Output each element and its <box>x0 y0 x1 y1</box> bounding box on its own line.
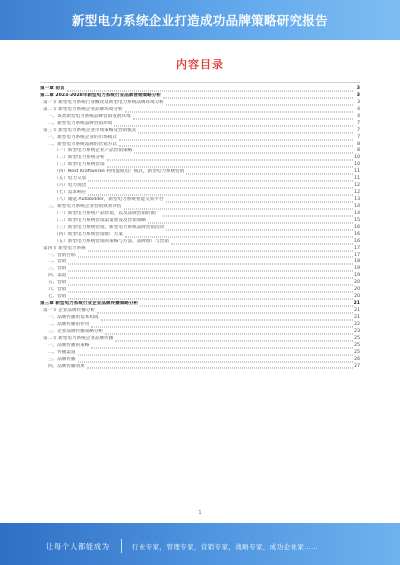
toc-leader-dots <box>68 299 353 300</box>
toc-entry-label: 六、营销 <box>48 287 67 293</box>
toc-leader-dots <box>119 139 353 140</box>
toc-leader-dots <box>107 160 353 161</box>
toc-entry-page: 22 <box>354 321 360 327</box>
toc-entry-label: 第三节 新型电力系统企业市场策略及营销模式 <box>43 127 137 133</box>
toc-entry-page: 13 <box>354 197 360 202</box>
toc-entry-page: 25 <box>354 342 360 348</box>
toc-entry-label: 七、营销 <box>48 294 67 300</box>
toc-entry-page: 7 <box>357 134 360 140</box>
toc-leader-dots <box>119 146 353 147</box>
toc-leader-dots <box>124 208 353 209</box>
toc-leader-dots <box>163 97 353 98</box>
toc-entry[interactable] <box>40 357 360 364</box>
toc-entry[interactable] <box>40 128 360 135</box>
toc-leader-dots <box>78 354 353 355</box>
toc-entry[interactable] <box>40 190 360 197</box>
toc-entry[interactable] <box>40 93 360 100</box>
toc-entry-page: 18 <box>354 259 360 265</box>
toc-entry-page: 25 <box>354 335 360 341</box>
toc-entry[interactable] <box>40 218 360 225</box>
table-of-contents <box>40 86 360 370</box>
toc-entry-label: 第三章 新型电力系统行业企业品牌传播策略分析 <box>40 301 139 307</box>
toc-entry-label: 第一章 前言 <box>40 86 65 91</box>
toc-leader-dots <box>166 201 353 202</box>
toc-entry-page: 15 <box>354 217 360 223</box>
toc-entry-page: 3 <box>356 86 360 91</box>
toc-entry-label: （三）新型电力系统营销 <box>54 162 105 168</box>
toc-leader-dots <box>87 368 353 369</box>
report-title: 新型电力系统企业打造成功品牌策略研究报告 <box>71 13 328 28</box>
toc-entry-label: （八）储能 Autobidder，新型电力系统智能交易平台 <box>54 197 164 202</box>
toc-entry[interactable] <box>40 350 360 357</box>
toc-entry-page: 11 <box>354 176 360 182</box>
toc-leader-dots <box>134 153 353 154</box>
toc-entry-page: 7 <box>357 120 360 126</box>
toc-entry-label: 第二节 新型电力系统企业品牌环境分析 <box>43 106 123 112</box>
toc-entry[interactable] <box>40 155 360 162</box>
toc-entry-page: 12 <box>354 190 360 196</box>
toc-entry[interactable] <box>40 100 360 107</box>
toc-entry-label: 一、新型电力系统企业的市场模式 <box>48 134 117 140</box>
toc-entry[interactable] <box>40 232 360 239</box>
toc-entry-label: 二、品牌传播的作用 <box>48 321 90 327</box>
toc-entry-label: 二、传播渠道 <box>48 349 76 355</box>
toc-entry-page: 4 <box>357 113 360 119</box>
toc-leader-dots <box>68 292 353 293</box>
toc-entry-page: 27 <box>354 363 360 369</box>
toc-leader-dots <box>186 174 353 175</box>
toc-entry-label: （四）新型电力系统营销推广方案 <box>54 231 123 237</box>
toc-leader-dots <box>67 90 353 91</box>
toc-entry-page: 21 <box>354 308 360 313</box>
toc-leader-dots <box>88 250 353 251</box>
toc-entry-page: 14 <box>354 210 360 216</box>
toc-entry-label: 第二章 2023-2028年新型电力系统行业品牌营销策略分析 <box>40 92 161 98</box>
toc-entry-label: 一、品牌传播的策略 <box>48 342 90 348</box>
toc-entry-label: （七）需求响应 <box>54 190 87 196</box>
toc-leader-dots <box>101 319 353 320</box>
toc-entry[interactable] <box>40 225 360 232</box>
toc-entry-page: 3 <box>356 92 360 98</box>
toc-entry-label: 三、新型电力系统企业营销效果评估 <box>48 203 122 209</box>
toc-entry-page: 19 <box>354 266 360 272</box>
toc-entry-page: 26 <box>354 356 360 362</box>
toc-entry[interactable] <box>40 364 360 371</box>
toc-entry-page: 7 <box>357 127 360 133</box>
toc-entry-label: 四、品牌传播效果 <box>48 363 85 369</box>
toc-leader-dots <box>162 215 353 216</box>
toc-entry[interactable] <box>40 114 360 121</box>
toc-entry-label: （二）新型电力系统分析 <box>54 155 105 161</box>
toc-entry[interactable] <box>40 142 360 149</box>
toc-leader-dots <box>68 285 353 286</box>
toc-entry[interactable] <box>40 294 360 301</box>
toc-leader-dots <box>88 188 353 189</box>
footer-slogan: 让每个人都能成为 <box>46 542 110 551</box>
toc-entry[interactable] <box>40 148 360 155</box>
toc-entry-label: 二、新型电力系统品牌营销环境 <box>48 120 113 126</box>
toc-leader-dots <box>148 222 353 223</box>
toc-entry[interactable] <box>40 121 360 128</box>
toc-entry[interactable] <box>40 204 360 211</box>
toc-entry-page: 25 <box>354 349 360 355</box>
toc-entry[interactable] <box>40 343 360 350</box>
toc-leader-dots <box>115 340 353 341</box>
toc-entry-page: 20 <box>354 287 360 293</box>
toc-entry[interactable] <box>40 211 360 218</box>
toc-entry[interactable] <box>40 266 360 273</box>
toc-entry-label: 第一节 企业品牌传播分析 <box>43 308 95 313</box>
toc-entry-label: 一、品牌传播的基本构成 <box>48 314 99 320</box>
toc-entry[interactable] <box>40 86 360 93</box>
footer-banner <box>0 523 400 565</box>
toc-entry-page: 12 <box>354 183 360 189</box>
toc-entry-label: 三、企业品牌传播策略分析 <box>48 328 104 334</box>
toc-leader-dots <box>68 264 353 265</box>
toc-entry-page: 4 <box>357 106 360 112</box>
toc-leader-dots <box>68 278 353 279</box>
toc-leader-dots <box>133 118 353 119</box>
toc-entry[interactable] <box>40 135 360 142</box>
toc-entry-label: 第四节 新型电力系统 <box>43 245 86 251</box>
footer-tagline: 行业专家，管理专家，营销专家，战略专家，成功企业家…… <box>132 543 319 551</box>
toc-entry[interactable] <box>40 315 360 322</box>
toc-leader-dots <box>107 167 353 168</box>
toc-entry-label: 三、营销 <box>48 266 67 272</box>
toc-leader-dots <box>91 326 353 327</box>
toc-entry-label: （二）新型电力系统营销渠道建设及营销策略 <box>54 217 146 223</box>
toc-leader-dots <box>105 333 353 334</box>
toc-entry[interactable] <box>40 176 360 183</box>
toc-entry-label: 一、该类新型电力系统品牌营销发展环境 <box>48 113 131 119</box>
toc-leader-dots <box>78 257 353 258</box>
toc-entry-page: 14 <box>354 203 360 209</box>
toc-entry-page: 20 <box>354 280 360 286</box>
toc-entry[interactable] <box>40 329 360 336</box>
toc-entry-label: （五）电力交易 <box>54 176 87 182</box>
toc-leader-dots <box>171 243 353 244</box>
toc-entry-page: 8 <box>357 141 360 147</box>
toc-leader-dots <box>166 229 353 230</box>
toc-entry-page: 19 <box>354 273 360 279</box>
toc-entry-page: 10 <box>354 155 360 161</box>
toc-leader-dots <box>114 125 353 126</box>
toc-entry-page: 16 <box>354 224 360 230</box>
toc-entry-page: 16 <box>354 231 360 237</box>
toc-entry-label: （五）新型电力系统营销的策略与方法，品牌推广与营销 <box>54 238 169 244</box>
page-number: 1 <box>198 510 202 516</box>
toc-entry[interactable] <box>40 107 360 114</box>
toc-leader-dots <box>138 132 353 133</box>
toc-entry[interactable] <box>40 183 360 190</box>
toc-entry[interactable] <box>40 301 360 308</box>
toc-entry-label: 一、营销目标 <box>48 252 76 258</box>
toc-entry-page: 21 <box>354 314 360 320</box>
toc-entry[interactable] <box>40 162 360 169</box>
toc-entry[interactable] <box>40 280 360 287</box>
toc-leader-dots <box>97 312 353 313</box>
toc-entry[interactable] <box>40 169 360 176</box>
toc-entry[interactable] <box>40 253 360 260</box>
toc-entry[interactable] <box>40 239 360 246</box>
toc-leader-dots <box>125 111 353 112</box>
toc-entry-label: 第一节 新型电力系统行业概况及新型电力系统品牌环境分析 <box>43 99 164 105</box>
toc-leader-dots <box>88 181 353 182</box>
toc-entry-page: 17 <box>354 252 360 258</box>
toc-leader-dots <box>140 306 353 307</box>
toc-leader-dots <box>91 347 353 348</box>
toc-entry-label: 二、新型电力系统品牌的营销方式 <box>48 141 117 147</box>
toc-entry-page: 16 <box>354 238 360 244</box>
footer-separator <box>121 539 122 553</box>
toc-entry[interactable] <box>40 336 360 343</box>
toc-entry-label: 二、营销 <box>48 259 67 265</box>
toc-entry-page: 3 <box>357 99 360 105</box>
toc-entry-page: 11 <box>354 169 360 175</box>
toc-entry-page: 8 <box>357 148 360 154</box>
toc-entry-page: 17 <box>354 245 360 251</box>
toc-entry[interactable] <box>40 197 360 204</box>
report-header-banner <box>0 0 400 40</box>
toc-entry[interactable] <box>40 259 360 266</box>
toc-leader-dots <box>88 195 353 196</box>
toc-entry-page: 10 <box>354 162 360 168</box>
toc-leader-dots <box>68 271 353 272</box>
toc-entry-label: （四）Next Kraftwerke 利用虚拟电厂模式，新型电力系统营销 <box>54 169 185 175</box>
toc-entry-label: 三、品牌传播 <box>48 356 76 362</box>
toc-entry-page: 20 <box>354 294 360 300</box>
toc-leader-dots <box>166 104 353 105</box>
toc-heading: 内容目录 <box>176 58 224 71</box>
toc-top-divider <box>40 82 360 83</box>
toc-leader-dots <box>78 361 353 362</box>
toc-entry-label: 五、营销 <box>48 280 67 286</box>
toc-entry[interactable] <box>40 322 360 329</box>
toc-entry-label: （一）新型电力系统企业产品营销策略 <box>54 148 133 154</box>
toc-entry-label: （一）新型电力系统产品营销，以及品牌营销的推广 <box>54 210 160 216</box>
toc-entry-label: 第二节 新型电力系统企业品牌传播 <box>43 335 114 341</box>
toc-entry[interactable] <box>40 273 360 280</box>
toc-entry-page: 23 <box>354 328 360 334</box>
toc-leader-dots <box>125 236 353 237</box>
toc-entry[interactable] <box>40 287 360 294</box>
toc-entry[interactable] <box>40 246 360 253</box>
toc-entry-label: 四、渠道 <box>48 273 67 279</box>
toc-entry-page: 21 <box>353 301 360 307</box>
toc-entry[interactable] <box>40 308 360 315</box>
toc-entry-label: （三）新型电力系统营销，新型电力系统品牌营销活动 <box>54 224 165 230</box>
toc-entry-label: （六）电力现货 <box>54 183 87 189</box>
